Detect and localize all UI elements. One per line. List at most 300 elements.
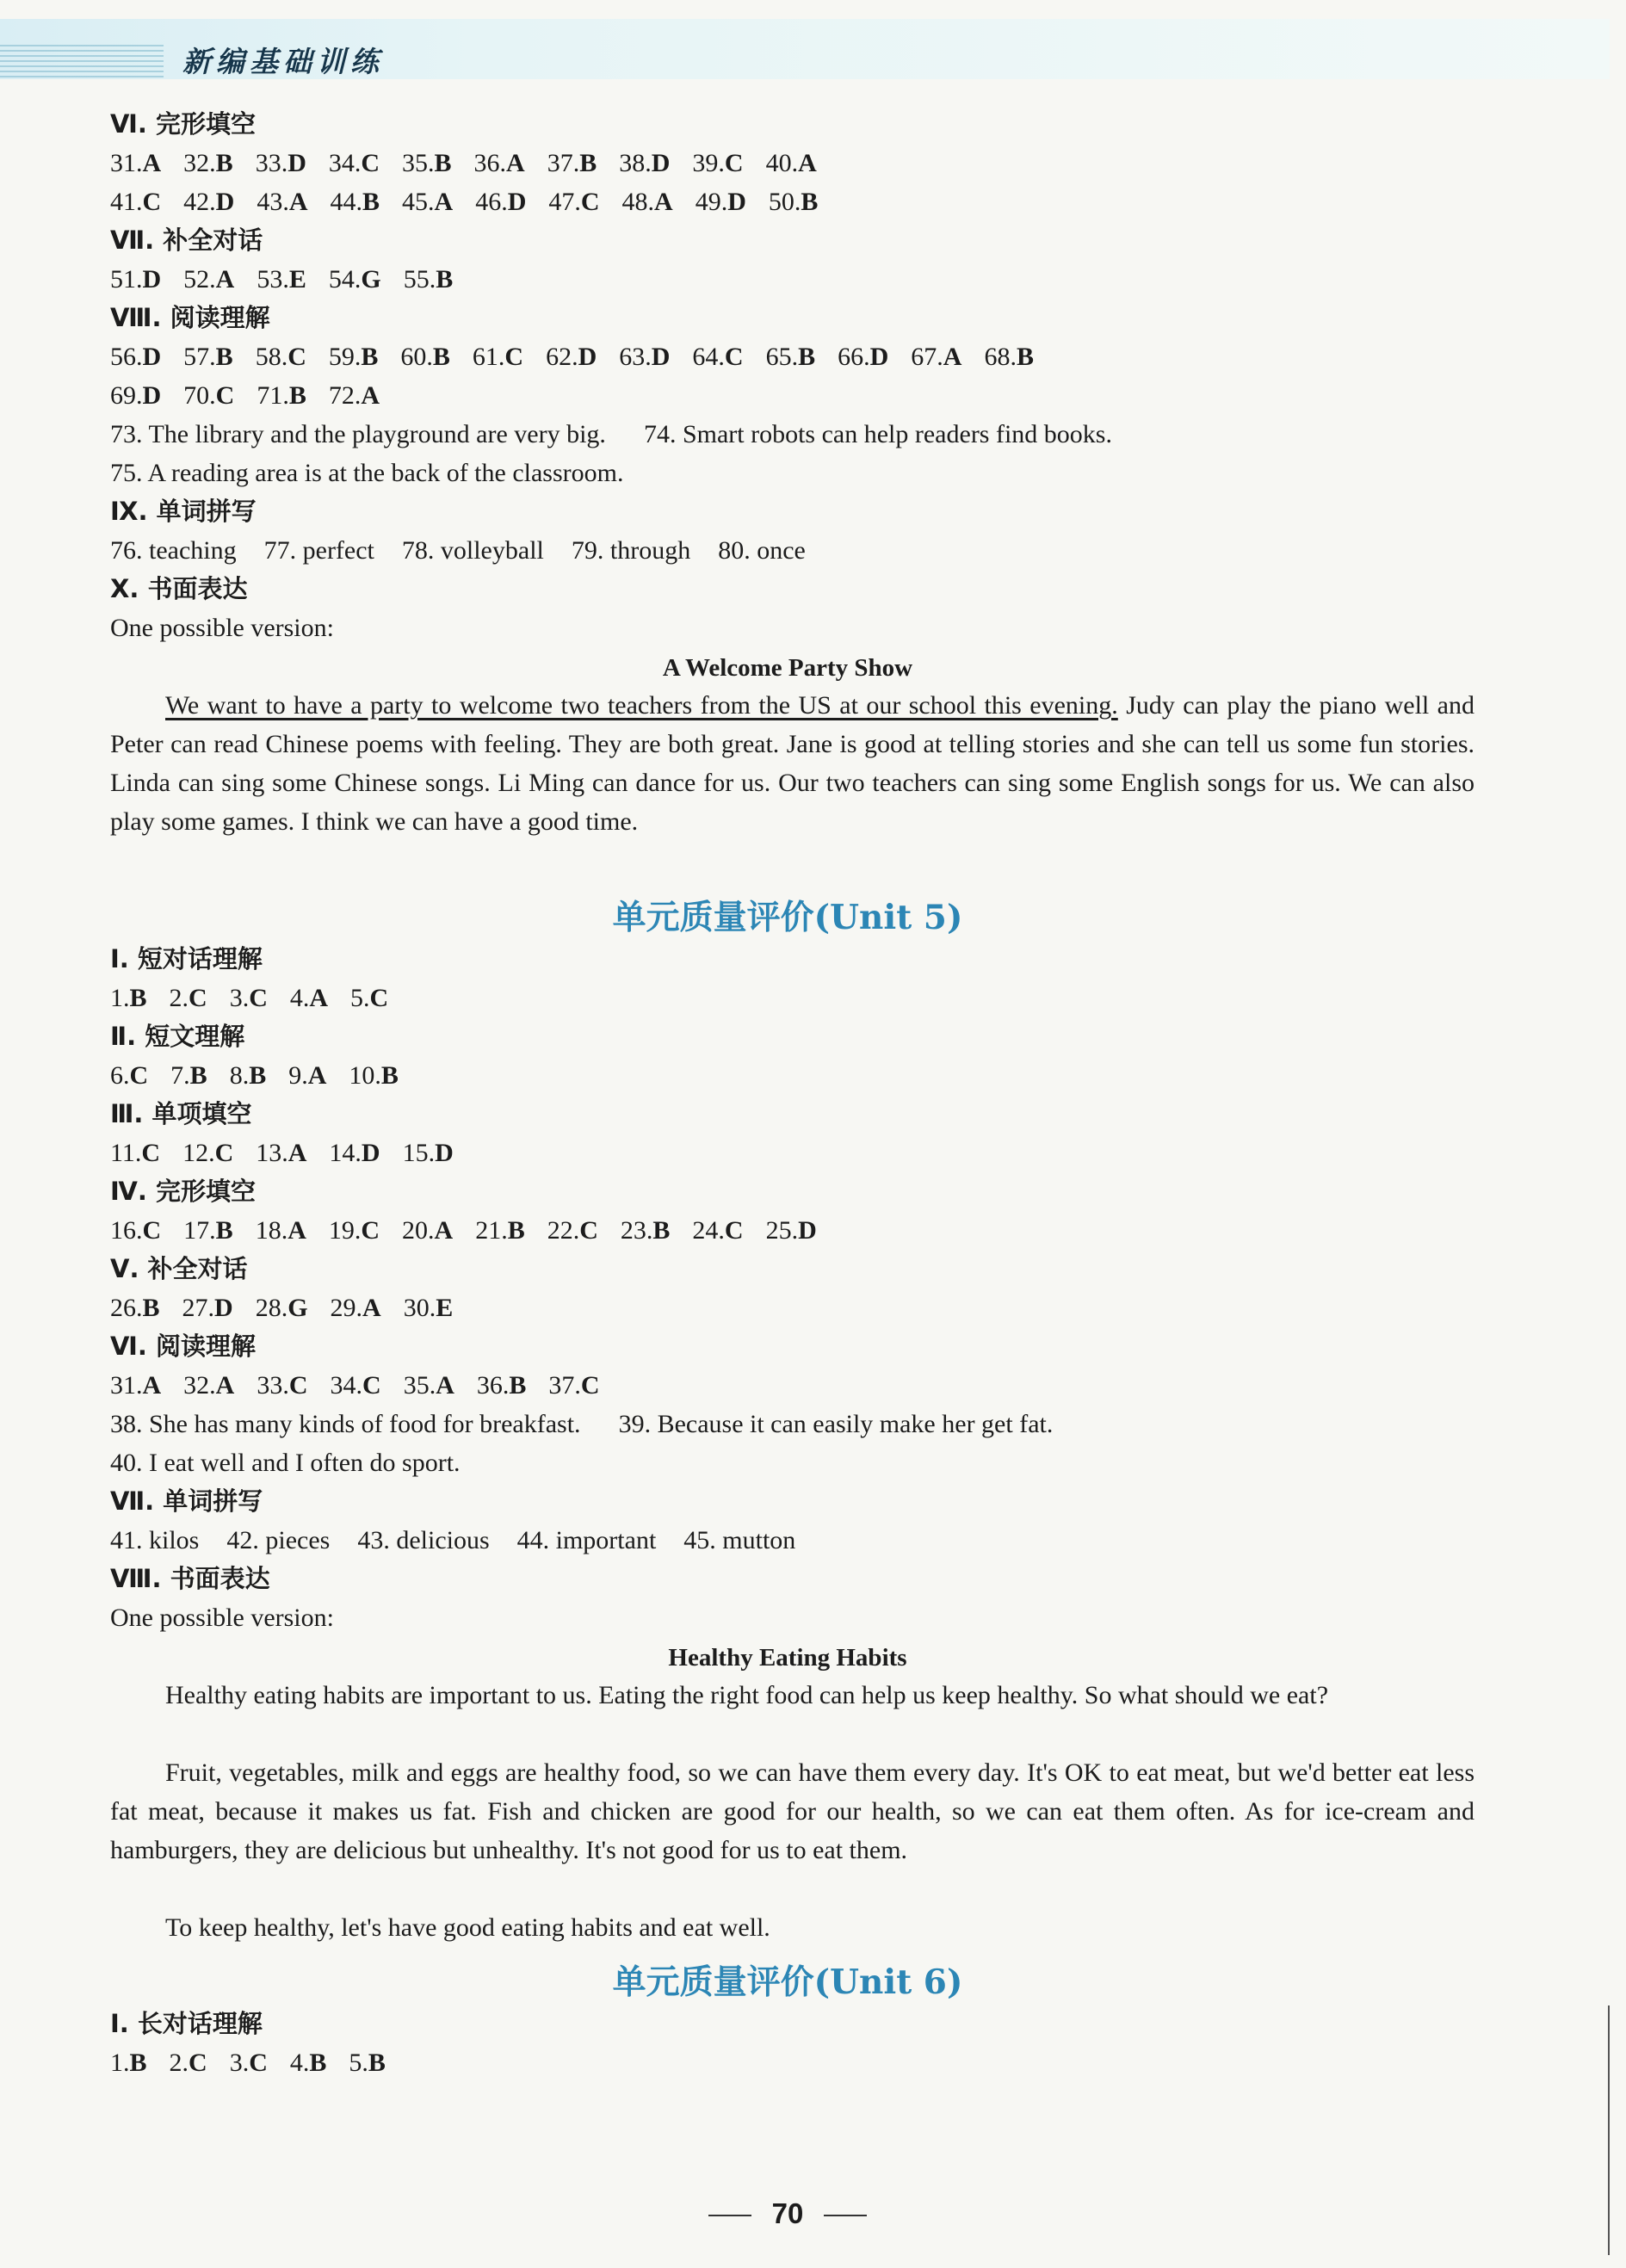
answer-letter: D [727, 188, 746, 216]
answer-item [290, 2050, 327, 2076]
answer-item [329, 344, 379, 370]
answer-number: 31. [110, 149, 143, 177]
answer-item [256, 1218, 306, 1244]
answer-letter: A [362, 1294, 381, 1322]
answer-item [404, 267, 454, 293]
answer-number: 27. [182, 1294, 215, 1322]
answer-item [546, 344, 597, 370]
answer-number: 60. [400, 343, 433, 371]
answer-number: 2. [169, 984, 189, 1012]
answer-letter: C [141, 1139, 161, 1167]
essay-paragraph: Healthy eating habits are important to us. Eating the right food can help us keep healthy. So what should we eat? [165, 1681, 1329, 1709]
answer-number: 1. [110, 2049, 130, 2077]
essay-paragraph: Fruit, vegetables, milk and eggs are healthy food, so we can have them every day. It's OK to eat meat, but we'd better eat less fat meat, because it makes us fat. Fish and chicken are good for our health, so we can eat them often. As for ice-cream and hamburgers, they are delicious but unhealthy. It's not good for us to eat them. [110, 1758, 1475, 1864]
answer-letter: G [361, 265, 381, 294]
answer-number: 40. [765, 149, 799, 177]
answer-item [288, 1063, 326, 1089]
answer-row [110, 267, 475, 293]
answer-sentence-row [110, 422, 1112, 448]
answer-item [403, 1140, 454, 1166]
answer-item [329, 151, 380, 176]
answer-sentence-row [110, 1412, 1053, 1437]
answer-item [473, 344, 523, 370]
answer-item [290, 986, 328, 1011]
answer-number: 3. [229, 984, 250, 1012]
answer-item [230, 2050, 268, 2076]
answer-number: 38. [619, 149, 652, 177]
answer-item [329, 1218, 380, 1244]
answer-number: 32. [183, 149, 216, 177]
answer-letter: D [287, 149, 306, 177]
answer-letter: B [129, 2049, 147, 2077]
header-title: 新编基础训练 [182, 45, 384, 78]
essay-underlined-sentence: We want to have a party to welcome two teachers from the US at our school this evening. [165, 691, 1118, 720]
answer-letter: A [215, 265, 235, 294]
answer-letter: C [249, 2049, 268, 2077]
answer-letter: C [362, 1371, 381, 1400]
answer-number: 67. [911, 343, 943, 371]
word-answer: 44. important [516, 1526, 657, 1554]
unit-title: 单元质量评价(Unit 6) [612, 1962, 963, 2002]
answer-letter: C [361, 149, 380, 177]
answer-letter: B [507, 1216, 525, 1245]
answer-letter: D [798, 1216, 817, 1245]
answer-item [257, 383, 306, 409]
section-heading: Ⅶ. 单词拼写 [110, 1486, 263, 1516]
word-row [110, 538, 833, 564]
answer-number: 5. [349, 2049, 368, 2077]
answer-number: 17. [183, 1216, 216, 1245]
answer-item [766, 1218, 817, 1244]
answer-item [183, 344, 233, 370]
answer-number: 4. [289, 2049, 310, 2077]
answer-letter: E [288, 265, 306, 294]
answer-item [110, 1373, 161, 1399]
answer-sentence: 74. Smart robots can help readers find books. [643, 420, 1112, 448]
essay-paragraph: To keep healthy, let's have good eating habits and eat well. [165, 1913, 770, 1942]
answer-row [110, 344, 1056, 370]
answer-item [402, 1218, 453, 1244]
answer-number: 47. [548, 188, 581, 216]
answer-letter: D [651, 343, 671, 371]
answer-number: 65. [765, 343, 799, 371]
word-answer: 79. through [571, 536, 691, 565]
answer-item [402, 151, 452, 176]
answer-item [692, 151, 743, 176]
word-answer: 76. teaching [110, 536, 237, 565]
word-answer: 80. once [718, 536, 806, 565]
answer-number: 55. [403, 265, 436, 294]
answer-number: 33. [257, 1371, 289, 1400]
answer-item [329, 267, 381, 293]
answer-letter: C [724, 149, 744, 177]
answer-letter: B [801, 188, 819, 216]
answer-number: 14. [329, 1139, 362, 1167]
answer-item [256, 1140, 306, 1166]
answer-number: 70. [183, 381, 216, 410]
answer-letter: B [249, 1061, 267, 1090]
section-heading: Ⅷ. 阅读理解 [110, 303, 270, 332]
essay-title: Healthy Eating Habits [668, 1644, 907, 1672]
answer-number: 45. [402, 188, 435, 216]
answer-number: 19. [328, 1216, 362, 1245]
answer-item [183, 151, 233, 176]
answer-sentence: 73. The library and the playground are very big. [110, 420, 606, 448]
answer-letter: B [288, 381, 306, 410]
section-heading: Ⅸ. 单词拼写 [110, 497, 257, 526]
answer-item [349, 2050, 386, 2076]
answer-item [110, 189, 161, 215]
answer-sentence: 39. Because it can easily make her get fat. [618, 1410, 1054, 1438]
answer-number: 58. [255, 343, 288, 371]
answer-letter: C [361, 1216, 380, 1245]
answer-item [766, 151, 817, 176]
answer-number: 1. [110, 984, 130, 1012]
answer-number: 62. [546, 343, 578, 371]
answer-letter: C [287, 343, 306, 371]
section-heading: Ⅳ. 完形填空 [110, 1177, 256, 1206]
answer-number: 51. [110, 265, 143, 294]
answer-item [110, 2050, 147, 2076]
answer-number: 53. [257, 265, 289, 294]
answer-letter: A [506, 149, 525, 177]
answer-letter: C [504, 343, 524, 371]
answer-number: 16. [110, 1216, 143, 1245]
answer-letter: C [214, 1139, 234, 1167]
answer-item [110, 1218, 161, 1244]
answer-number: 35. [402, 149, 435, 177]
section-heading: Ⅹ. 书面表达 [110, 574, 248, 603]
answer-item [110, 151, 161, 176]
answer-row [110, 1140, 476, 1166]
answer-number: 49. [695, 188, 728, 216]
footer-dash [824, 2215, 867, 2216]
answer-item [766, 344, 816, 370]
answer-item [619, 151, 670, 176]
answer-row [110, 2050, 408, 2076]
answer-item [769, 189, 819, 215]
answer-letter: C [579, 1216, 598, 1245]
answer-letter: A [142, 149, 162, 177]
answer-item [621, 1218, 671, 1244]
section-heading: Ⅵ. 完形填空 [110, 109, 256, 139]
answer-letter: B [215, 149, 233, 177]
answer-letter: A [288, 188, 308, 216]
answer-letter: B [432, 343, 450, 371]
answer-letter: C [369, 984, 389, 1012]
answer-letter: B [362, 188, 380, 216]
answer-item [692, 1218, 743, 1244]
answer-letter: D [578, 343, 597, 371]
answer-letter: A [798, 149, 817, 177]
answer-number: 3. [229, 2049, 250, 2077]
answer-number: 66. [838, 343, 870, 371]
answer-row [110, 189, 840, 215]
page-edge-rule [1608, 2005, 1610, 2255]
answer-letter: C [142, 188, 162, 216]
section-heading: Ⅰ. 长对话理解 [110, 2009, 263, 2038]
answer-letter: A [307, 1061, 327, 1090]
answer-letter: B [1016, 343, 1034, 371]
word-answer: 41. kilos [110, 1526, 200, 1554]
answer-item [400, 344, 450, 370]
answer-letter: C [215, 381, 235, 410]
answer-number: 6. [110, 1061, 130, 1090]
answer-item [170, 2050, 207, 2076]
answer-item [404, 1295, 454, 1321]
answer-letter: B [436, 265, 454, 294]
answer-number: 36. [476, 1371, 510, 1400]
answer-item [110, 1063, 148, 1089]
word-answer: 78. volleyball [401, 536, 544, 565]
answer-number: 22. [547, 1216, 580, 1245]
answer-item [256, 344, 306, 370]
answer-number: 34. [328, 149, 362, 177]
answer-number: 54. [328, 265, 362, 294]
answer-row [110, 1295, 475, 1321]
answer-item [182, 1140, 233, 1166]
answer-item [331, 1373, 381, 1399]
answer-item [619, 344, 670, 370]
answer-item [329, 1140, 380, 1166]
answer-item [475, 189, 526, 215]
footer-dash [708, 2215, 751, 2216]
answer-letter: D [142, 265, 162, 294]
answer-item [230, 986, 268, 1011]
answer-number: 7. [170, 1061, 190, 1090]
answer-letter: B [361, 343, 379, 371]
answer-row [110, 1063, 421, 1089]
answer-item [182, 1295, 233, 1321]
answer-letter: B [509, 1371, 527, 1400]
answer-item [256, 1295, 308, 1321]
section-heading: Ⅷ. 书面表达 [110, 1564, 270, 1593]
page-number-footer [0, 2197, 1575, 2230]
answer-number: 21. [475, 1216, 508, 1245]
answer-number: 8. [229, 1061, 250, 1090]
answer-letter: C [129, 1061, 149, 1090]
answer-number: 30. [403, 1294, 436, 1322]
answer-letter: G [287, 1294, 308, 1322]
answer-item [911, 344, 961, 370]
answer-item [404, 1373, 454, 1399]
answer-number: 28. [255, 1294, 288, 1322]
section-heading: Ⅰ. 短对话理解 [110, 944, 263, 973]
answer-number: 9. [288, 1061, 308, 1090]
answer-item [257, 267, 306, 293]
answer-letter: B [129, 984, 147, 1012]
answer-number: 43. [257, 188, 289, 216]
answer-sentence: 75. A reading area is at the back of the classroom. [110, 459, 624, 487]
answer-letter: C [189, 2049, 207, 2077]
word-answer: 45. mutton [683, 1526, 796, 1554]
answer-item [475, 1218, 525, 1244]
answer-item [547, 1218, 598, 1244]
answer-number: 69. [110, 381, 143, 410]
answer-number: 5. [350, 984, 370, 1012]
header-stripes [0, 45, 164, 79]
answer-row [110, 383, 402, 409]
essay-paragraph [110, 686, 1475, 841]
answer-item [838, 344, 888, 370]
answer-item [110, 1295, 160, 1321]
answer-item [547, 151, 597, 176]
answer-item [183, 1373, 234, 1399]
answer-letter: A [309, 984, 329, 1012]
answer-letter: A [142, 1371, 162, 1400]
answer-item [183, 1218, 233, 1244]
answer-number: 50. [768, 188, 801, 216]
section-heading: Ⅵ. 阅读理解 [110, 1332, 256, 1361]
answer-letter: D [651, 149, 671, 177]
answer-letter: D [214, 1294, 233, 1322]
answer-item [696, 189, 746, 215]
word-answer: 77. perfect [263, 536, 374, 565]
answer-number: 48. [621, 188, 655, 216]
answer-item [257, 189, 307, 215]
answer-letter: D [142, 343, 162, 371]
answer-letter: C [189, 984, 207, 1012]
answer-sentence: 40. I eat well and I often do sport. [110, 1449, 461, 1477]
answer-letter: C [288, 1371, 308, 1400]
answer-letter: B [189, 1061, 207, 1090]
answer-item [110, 344, 161, 370]
answer-letter: E [436, 1294, 454, 1322]
answer-number: 37. [547, 149, 580, 177]
answer-letter: B [215, 1216, 233, 1245]
answer-number: 35. [403, 1371, 436, 1400]
answer-number: 31. [110, 1371, 143, 1400]
answer-item [110, 383, 161, 409]
answer-letter: D [869, 343, 889, 371]
essay-intro: One possible version: [110, 1604, 334, 1632]
answer-number: 63. [619, 343, 652, 371]
answer-number: 36. [473, 149, 507, 177]
section-heading: Ⅱ. 短文理解 [110, 1022, 245, 1051]
answer-number: 26. [110, 1294, 143, 1322]
answer-number: 11. [110, 1139, 142, 1167]
answer-number: 68. [984, 343, 1017, 371]
answer-item [474, 151, 525, 176]
answer-letter: A [361, 381, 380, 410]
answer-item [183, 189, 234, 215]
word-answer: 43. delicious [357, 1526, 490, 1554]
answer-item [183, 267, 234, 293]
answer-item [329, 383, 380, 409]
answer-letter: B [142, 1294, 160, 1322]
answer-number: 15. [402, 1139, 436, 1167]
answer-item [402, 189, 453, 215]
answer-letter: B [309, 2049, 327, 2077]
answer-number: 4. [289, 984, 310, 1012]
answer-item [350, 986, 388, 1011]
answer-number: 25. [765, 1216, 799, 1245]
answer-item [230, 1063, 267, 1089]
answer-letter: A [943, 343, 962, 371]
answer-letter: B [380, 1061, 399, 1090]
answer-row [110, 986, 411, 1011]
answer-number: 37. [548, 1371, 581, 1400]
answer-number: 23. [620, 1216, 653, 1245]
answer-letter: A [287, 1139, 307, 1167]
answer-number: 42. [183, 188, 216, 216]
answer-number: 71. [257, 381, 289, 410]
answer-number: 24. [692, 1216, 725, 1245]
answer-item [548, 1373, 599, 1399]
answer-letter: A [436, 1371, 454, 1400]
answer-item [256, 151, 306, 176]
answer-number: 41. [110, 188, 143, 216]
answer-letter: A [434, 1216, 454, 1245]
answer-letter: D [215, 188, 235, 216]
answer-number: 2. [169, 2049, 189, 2077]
answer-number: 64. [692, 343, 725, 371]
answer-letter: D [435, 1139, 454, 1167]
answer-letter: B [652, 1216, 671, 1245]
answer-letter: D [507, 188, 527, 216]
essay-title: A Welcome Party Show [662, 654, 913, 682]
answer-letter: C [142, 1216, 162, 1245]
page-number: 70 [771, 2197, 804, 2229]
answer-letter: A [287, 1216, 306, 1245]
answer-item [477, 1373, 527, 1399]
answer-letter: D [142, 381, 162, 410]
answer-number: 46. [475, 188, 508, 216]
answer-letter: A [654, 188, 673, 216]
answer-row [110, 1218, 839, 1244]
answer-number: 56. [110, 343, 143, 371]
answer-item [331, 189, 380, 215]
answer-item [349, 1063, 399, 1089]
answer-number: 12. [182, 1139, 215, 1167]
answer-letter: B [579, 149, 597, 177]
answer-item [170, 986, 207, 1011]
answer-item [110, 1140, 160, 1166]
answer-letter: A [434, 188, 454, 216]
answer-sentence: 38. She has many kinds of food for breakfast. [110, 1410, 581, 1438]
answer-item [331, 1295, 381, 1321]
essay-intro: One possible version: [110, 614, 334, 642]
answer-number: 32. [183, 1371, 216, 1400]
answer-letter: C [580, 1371, 600, 1400]
answer-item [692, 344, 743, 370]
answer-number: 44. [330, 188, 363, 216]
answer-letter: C [580, 188, 600, 216]
answer-number: 57. [183, 343, 216, 371]
answer-number: 29. [330, 1294, 363, 1322]
answer-number: 59. [328, 343, 362, 371]
answer-number: 72. [328, 381, 362, 410]
answer-row [110, 1373, 622, 1399]
answer-letter: B [798, 343, 816, 371]
answer-row [110, 151, 839, 176]
answer-item [183, 383, 234, 409]
answer-item [110, 986, 147, 1011]
unit-title: 单元质量评价(Unit 5) [612, 898, 963, 937]
answer-item [548, 189, 599, 215]
answer-letter: D [361, 1139, 380, 1167]
answer-number: 10. [349, 1061, 381, 1090]
answer-item [110, 267, 161, 293]
answer-number: 52. [183, 265, 216, 294]
section-heading: Ⅶ. 补全对话 [110, 226, 263, 255]
answer-item [622, 189, 673, 215]
section-heading: Ⅴ. 补全对话 [110, 1254, 248, 1283]
answer-number: 13. [256, 1139, 288, 1167]
answer-number: 39. [692, 149, 725, 177]
answer-letter: C [249, 984, 268, 1012]
answer-number: 18. [255, 1216, 288, 1245]
